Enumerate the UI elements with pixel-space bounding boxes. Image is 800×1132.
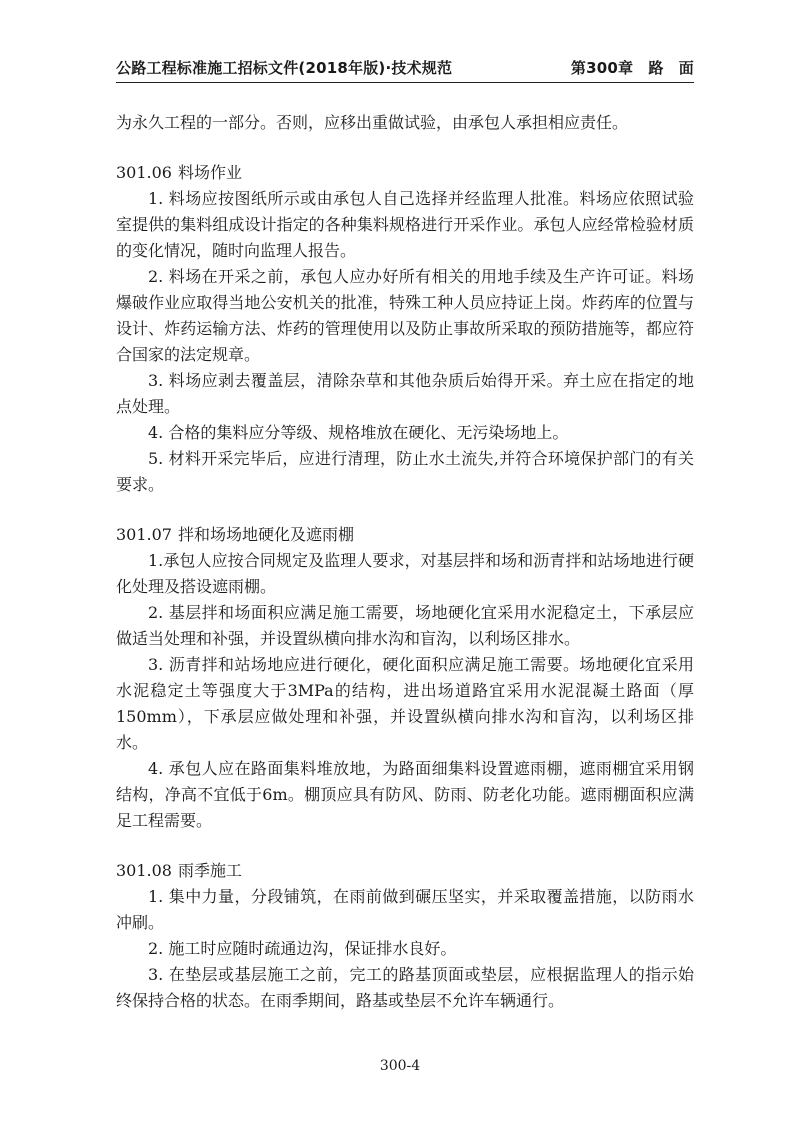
section-paragraph: 3. 料场应剥去覆盖层，清除杂草和其他杂质后始得开采。弃土应在指定的地点处理。 [116,371,694,416]
section-title: 料场作业 [177,163,242,182]
section-title: 拌和场场地硬化及遮雨棚 [177,525,354,544]
section-paragraph: 1. 料场应按图纸所示或由承包人自己选择并经监理人批准。料场应依照试验室提供的集料组成设计指定的各种集料规格进行开采作业。承包人应经常检验材质的变化情况，随时向监理人报告。 [116,189,694,260]
section-paragraph: 4. 承包人应在路面集料堆放地，为路面细集料设置遮雨棚，遮雨棚宜采用钢结构，净高不宜低于6m。棚顶应具有防风、防雨、防老化功能。遮雨棚面积应满足工程需要。 [116,759,694,830]
section-paragraph: 3. 在垫层或基层施工之前，完工的路基顶面或垫层，应根据监理人的指示始终保持合格的状态。在雨季期间，路基或垫层不允许车辆通行。 [116,965,694,1010]
section-paragraph: 3. 沥青拌和站场地应进行硬化，硬化面积应满足施工需要。场地硬化宜采用水泥稳定土等强度大于3MPa的结构，进出场道路宜采用水泥混凝土路面（厚150mm），下承层应做处理和补强，并设置纵横向排水沟和盲沟，以利场区排水。 [116,655,694,752]
section-gap [116,136,694,160]
page-header [116,57,694,79]
intro-paragraph: 为永久工程的一部分。否则，应移出重做试验，由承包人承担相应责任。 [116,113,629,132]
section-number: 301.06 [116,163,172,182]
section-title: 雨季施工 [177,861,242,880]
page-number: 300-4 [379,1058,421,1074]
section-paragraph: 4. 合格的集料应分等级、规格堆放在硬化、无污染场地上。 [148,423,569,442]
section-gap [116,834,694,858]
section-paragraph: 2. 料场在开采之前，承包人应办好所有相关的用地手续及生产许可证。料场爆破作业应取得当地公安机关的批准，特殊工种人员应持证上岗。炸药库的位置与设计、炸药运输方法、炸药的管理使用以及防止事故所采取的预防措施等，都应符合国家的法定规章。 [116,267,694,364]
section-paragraph: 5. 材料开采完毕后，应进行清理，防止水土流失,并符合环境保护部门的有关要求。 [116,449,694,494]
header-document-title: 公路工程标准施工招标文件(2018年版)·技术规范 [116,59,453,77]
section-paragraph: 2. 施工时应随时疏通边沟，保证排水良好。 [148,939,457,958]
section-heading [116,160,694,186]
page-body [116,110,694,1014]
section-paragraph: 1.承包人应按合同规定及监理人要求，对基层拌和场和沥青拌和站场地进行硬化处理及搭设遮雨棚。 [116,551,694,596]
section-301-08 [116,858,694,1014]
section-301-06 [116,160,694,498]
section-heading [116,858,694,884]
header-chapter-title: 第300章 路 面 [570,59,694,77]
section-paragraph: 1. 集中力量，分段铺筑，在雨前做到碾压坚实，并采取覆盖措施，以防雨水冲刷。 [116,887,694,932]
section-301-07 [116,522,694,834]
section-gap [116,498,694,522]
section-heading [116,522,694,548]
section-number: 301.07 [116,525,172,544]
header-divider [116,82,694,83]
section-paragraph: 2. 基层拌和场面积应满足施工需要，场地硬化宜采用水泥稳定土，下承层应做适当处理和补强，并设置纵横向排水沟和盲沟，以利场区排水。 [116,603,694,648]
section-number: 301.08 [116,861,172,880]
